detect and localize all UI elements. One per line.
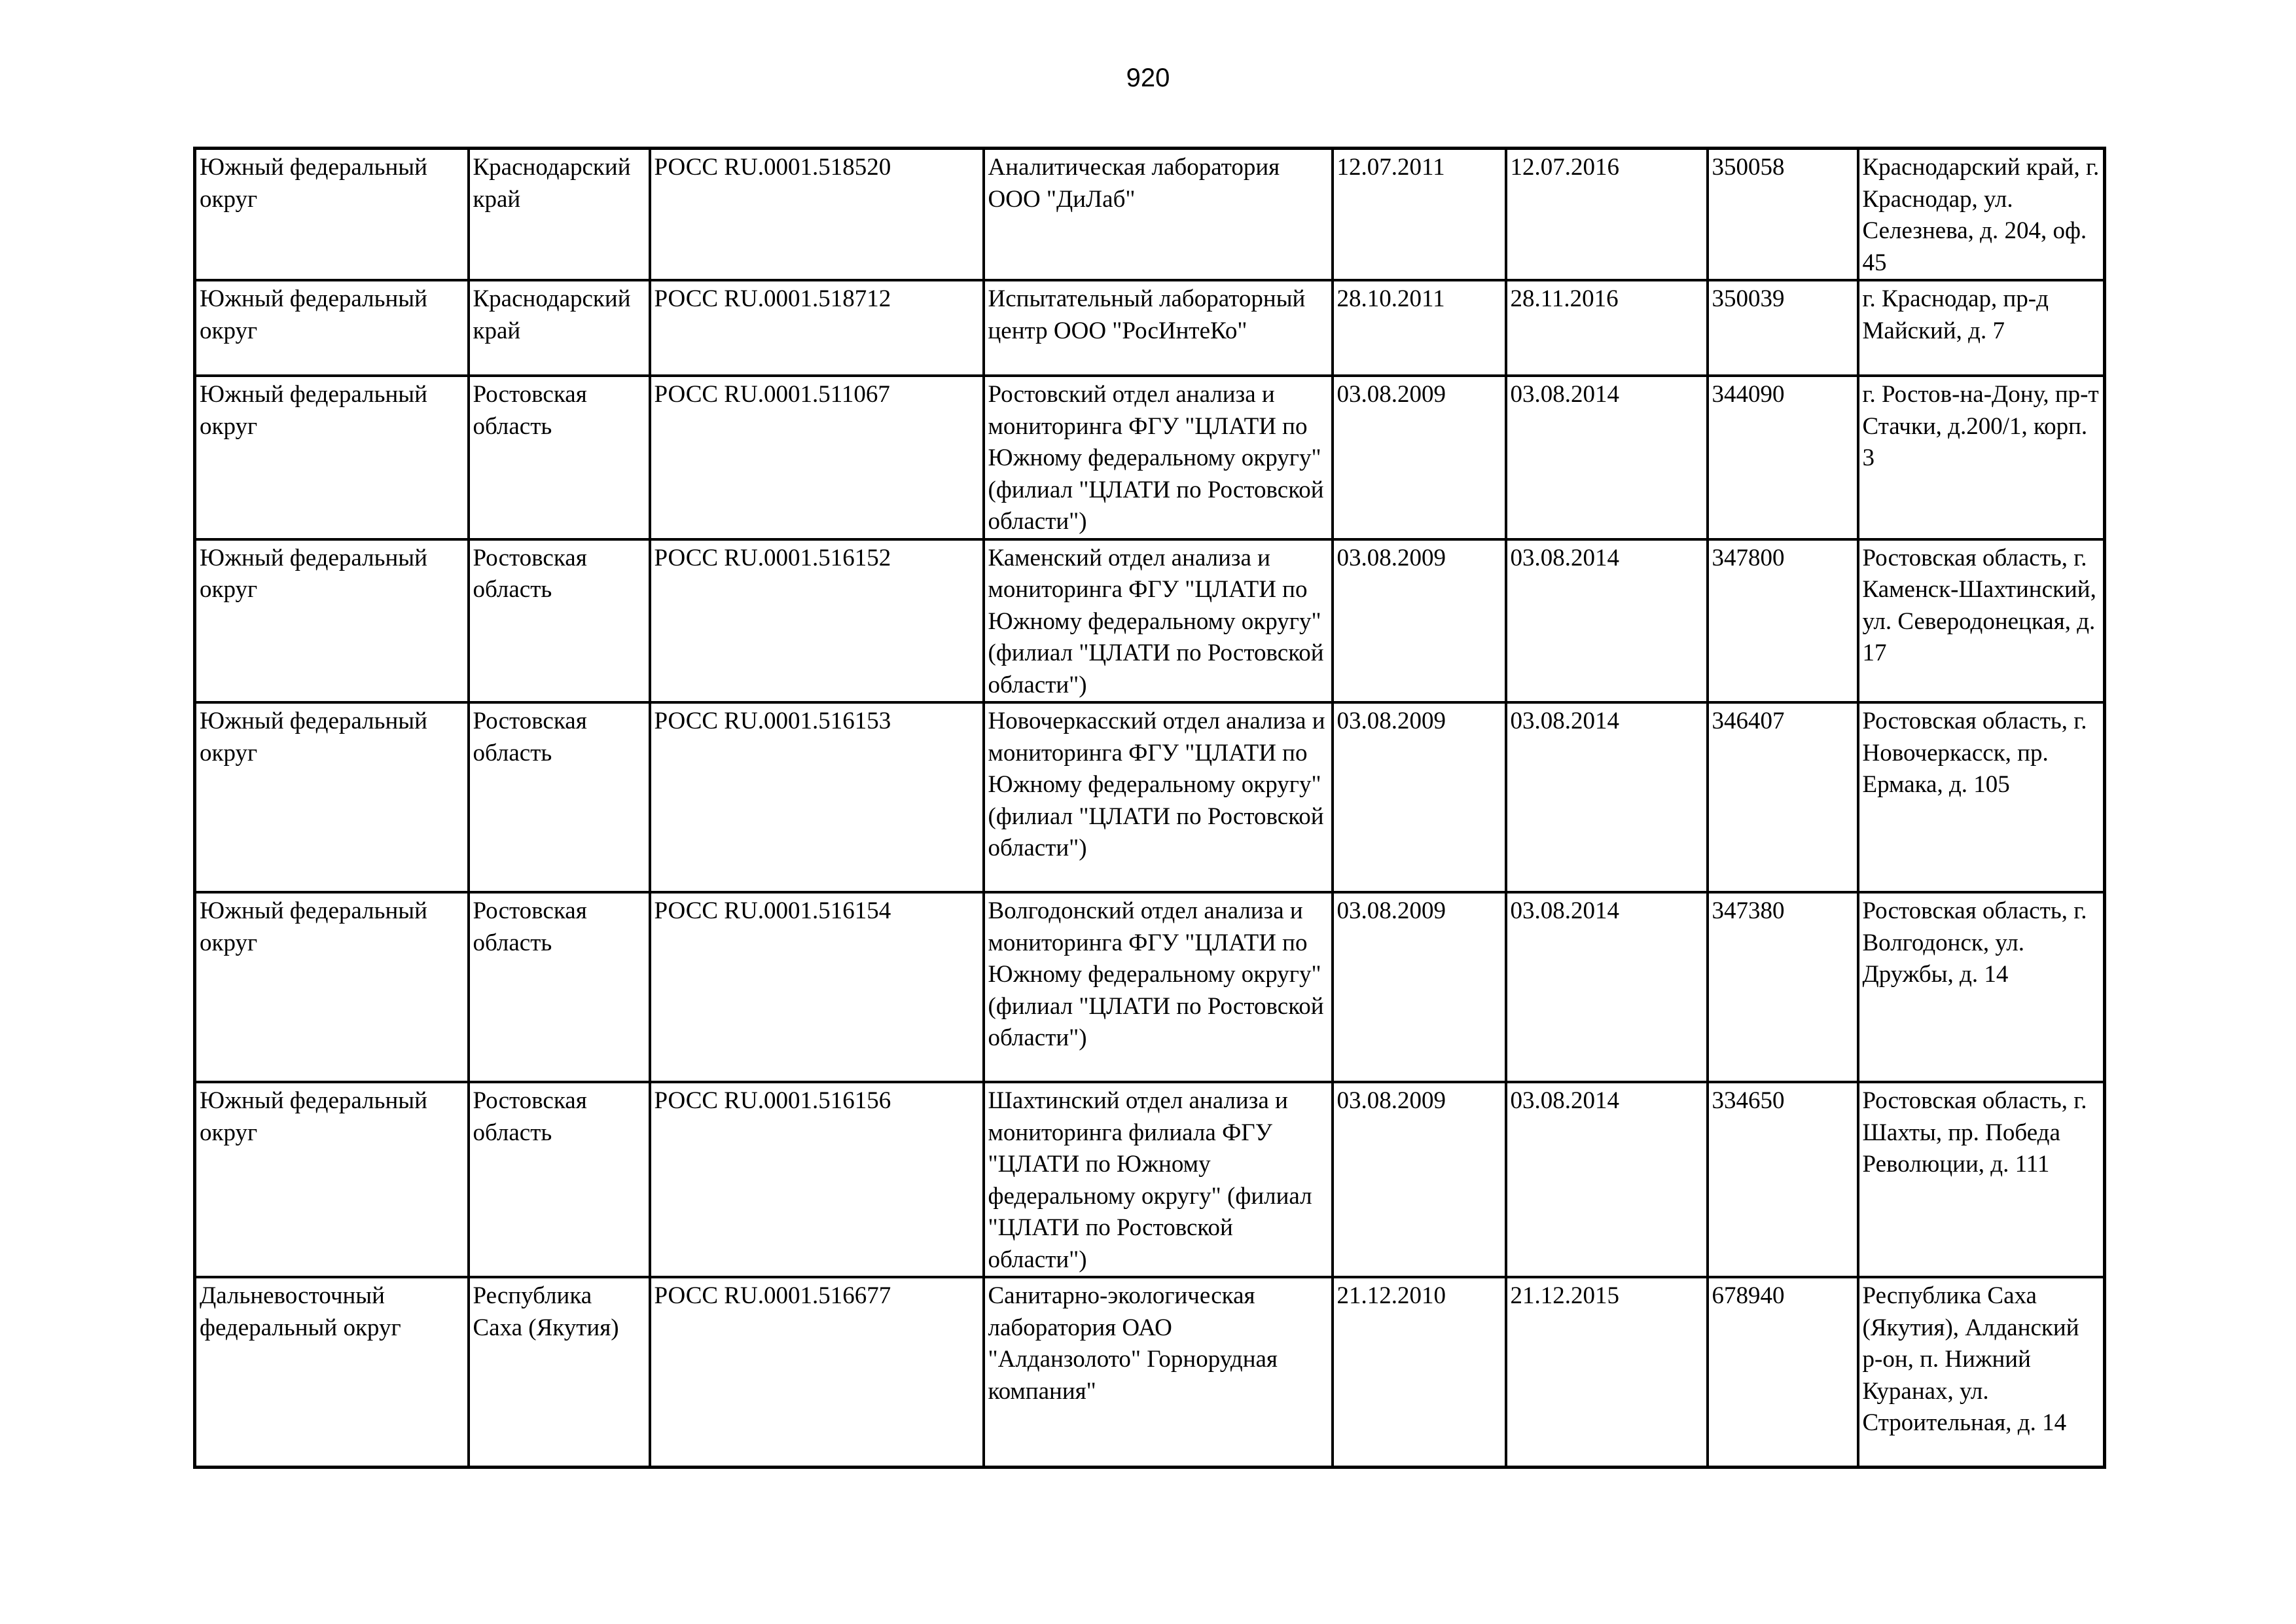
address-cell: Ростовская область, г. Каменск-Шахтинский, ул. Северодонецкая, д. 17 xyxy=(1858,539,2105,703)
table-row xyxy=(195,539,2105,703)
address-cell: г. Краснодар, пр-д Майский, д. 7 xyxy=(1858,280,2105,376)
accreditation-number-cell: РОСС RU.0001.518712 xyxy=(650,280,984,376)
issue-date-cell: 21.12.2010 xyxy=(1333,1277,1506,1467)
postal-code-cell: 350058 xyxy=(1708,149,1858,281)
region-cell: Ростовская область xyxy=(469,539,650,703)
postal-code-cell: 678940 xyxy=(1708,1277,1858,1467)
region-cell: Краснодарский край xyxy=(469,280,650,376)
postal-code-cell: 347380 xyxy=(1708,892,1858,1082)
accreditation-number-cell: РОСС RU.0001.518520 xyxy=(650,149,984,281)
expiry-date-cell: 03.08.2014 xyxy=(1506,539,1708,703)
federal-district-cell: Южный федеральный округ xyxy=(195,892,469,1082)
table-row xyxy=(195,702,2105,892)
federal-district-cell: Южный федеральный округ xyxy=(195,280,469,376)
issue-date-cell: 03.08.2009 xyxy=(1333,1082,1506,1277)
expiry-date-cell: 03.08.2014 xyxy=(1506,376,1708,539)
accreditation-number-cell: РОСС RU.0001.516677 xyxy=(650,1277,984,1467)
region-cell: Республика Саха (Якутия) xyxy=(469,1277,650,1467)
issue-date-cell: 03.08.2009 xyxy=(1333,376,1506,539)
page-number: 920 xyxy=(1126,63,1170,92)
expiry-date-cell: 28.11.2016 xyxy=(1506,280,1708,376)
issue-date-cell: 03.08.2009 xyxy=(1333,702,1506,892)
region-cell: Ростовская область xyxy=(469,892,650,1082)
accreditation-number-cell: РОСС RU.0001.516154 xyxy=(650,892,984,1082)
address-cell: Ростовская область, г. Шахты, пр. Победа Революции, д. 111 xyxy=(1858,1082,2105,1277)
federal-district-cell: Южный федеральный округ xyxy=(195,149,469,281)
expiry-date-cell: 03.08.2014 xyxy=(1506,892,1708,1082)
expiry-date-cell: 21.12.2015 xyxy=(1506,1277,1708,1467)
laboratory-registry-table xyxy=(193,147,2106,1469)
accreditation-number-cell: РОСС RU.0001.516153 xyxy=(650,702,984,892)
issue-date-cell: 28.10.2011 xyxy=(1333,280,1506,376)
accreditation-number-cell: РОСС RU.0001.516156 xyxy=(650,1082,984,1277)
address-cell: Ростовская область, г. Новочеркасск, пр. Ермака, д. 105 xyxy=(1858,702,2105,892)
postal-code-cell: 347800 xyxy=(1708,539,1858,703)
postal-code-cell: 334650 xyxy=(1708,1082,1858,1277)
expiry-date-cell: 12.07.2016 xyxy=(1506,149,1708,281)
federal-district-cell: Южный федеральный округ xyxy=(195,376,469,539)
expiry-date-cell: 03.08.2014 xyxy=(1506,1082,1708,1277)
federal-district-cell: Южный федеральный округ xyxy=(195,1082,469,1277)
table-row xyxy=(195,1277,2105,1467)
laboratory-name-cell: Волгодонский отдел анализа и мониторинга ФГУ "ЦЛАТИ по Южному федеральному округу" (филиал "ЦЛАТИ по Ростовской области") xyxy=(984,892,1333,1082)
federal-district-cell: Дальневосточный федеральный округ xyxy=(195,1277,469,1467)
laboratory-name-cell: Шахтинский отдел анализа и мониторинга филиала ФГУ "ЦЛАТИ по Южному федеральному округу" (филиал "ЦЛАТИ по Ростовской области") xyxy=(984,1082,1333,1277)
region-cell: Краснодарский край xyxy=(469,149,650,281)
table-row xyxy=(195,149,2105,281)
laboratory-name-cell: Новочеркасский отдел анализа и мониторинга ФГУ "ЦЛАТИ по Южному федеральному округу" (филиал "ЦЛАТИ по Ростовской области") xyxy=(984,702,1333,892)
laboratory-name-cell: Санитарно-экологическая лаборатория ОАО "Алданзолото" Горнорудная компания" xyxy=(984,1277,1333,1467)
address-cell: г. Ростов-на-Дону, пр-т Стачки, д.200/1, корп. 3 xyxy=(1858,376,2105,539)
expiry-date-cell: 03.08.2014 xyxy=(1506,702,1708,892)
laboratory-name-cell: Испытательный лабораторный центр ООО "РосИнтеКо" xyxy=(984,280,1333,376)
postal-code-cell: 350039 xyxy=(1708,280,1858,376)
laboratory-name-cell: Аналитическая лаборатория ООО "ДиЛаб" xyxy=(984,149,1333,281)
issue-date-cell: 12.07.2011 xyxy=(1333,149,1506,281)
table-row xyxy=(195,1082,2105,1277)
federal-district-cell: Южный федеральный округ xyxy=(195,539,469,703)
issue-date-cell: 03.08.2009 xyxy=(1333,892,1506,1082)
address-cell: Республика Саха (Якутия), Алданский р-он, п. Нижний Куранах, ул. Строительная, д. 14 xyxy=(1858,1277,2105,1467)
accreditation-number-cell: РОСС RU.0001.516152 xyxy=(650,539,984,703)
table-body xyxy=(195,149,2105,1468)
table-row xyxy=(195,376,2105,539)
postal-code-cell: 346407 xyxy=(1708,702,1858,892)
region-cell: Ростовская область xyxy=(469,1082,650,1277)
laboratory-name-cell: Каменский отдел анализа и мониторинга ФГУ "ЦЛАТИ по Южному федеральному округу" (филиал "ЦЛАТИ по Ростовской области") xyxy=(984,539,1333,703)
laboratory-name-cell: Ростовский отдел анализа и мониторинга ФГУ "ЦЛАТИ по Южному федеральному округу" (филиал "ЦЛАТИ по Ростовской области") xyxy=(984,376,1333,539)
postal-code-cell: 344090 xyxy=(1708,376,1858,539)
region-cell: Ростовская область xyxy=(469,376,650,539)
table-row xyxy=(195,280,2105,376)
table-row xyxy=(195,892,2105,1082)
address-cell: Ростовская область, г. Волгодонск, ул. Дружбы, д. 14 xyxy=(1858,892,2105,1082)
federal-district-cell: Южный федеральный округ xyxy=(195,702,469,892)
issue-date-cell: 03.08.2009 xyxy=(1333,539,1506,703)
accreditation-number-cell: РОСС RU.0001.511067 xyxy=(650,376,984,539)
region-cell: Ростовская область xyxy=(469,702,650,892)
address-cell: Краснодарский край, г. Краснодар, ул. Селезнева, д. 204, оф. 45 xyxy=(1858,149,2105,281)
